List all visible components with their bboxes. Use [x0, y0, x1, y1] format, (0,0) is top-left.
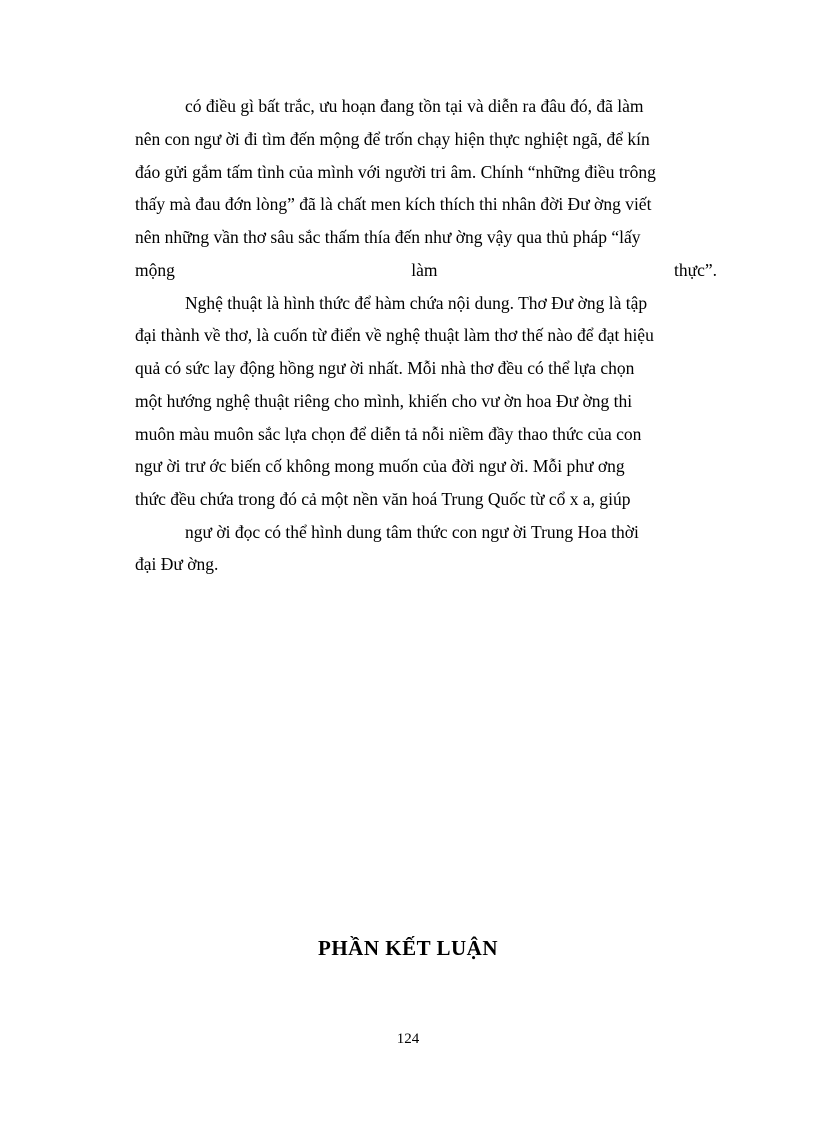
text-line: ngư ời trư ớc biến cố không mong muốn của đời ngư ời. Mỗi phư ơng — [135, 456, 625, 476]
text-line: đáo gửi gắm tấm tình của mình với người tri âm. Chính “những điều trông — [135, 162, 656, 182]
text-line: thấy mà đau đớn lòng” đã là chất men kích thích thi nhân đời Đư ờng viết — [135, 194, 652, 214]
text-line: nên con ngư ời đi tìm đến mộng để trốn chạy hiện thực nghiệt ngã, để kín — [135, 129, 650, 149]
text-line: đại thành về thơ, là cuốn từ điển về nghệ thuật làm thơ thế nào để đạt hiệu — [135, 325, 654, 345]
section-heading: PHẦN KẾT LUẬN — [318, 936, 498, 960]
text-line: có điều gì bất trắc, ưu hoạn đang tồn tại và diễn ra đâu đó, đã làm — [185, 96, 644, 116]
word: làm — [411, 260, 438, 280]
text-line-spread — [135, 260, 717, 280]
text-line: ngư ời đọc có thể hình dung tâm thức con ngư ời Trung Hoa thời — [185, 522, 639, 542]
text-line: một hướng nghệ thuật riêng cho mình, khiến cho vư ờn hoa Đư ờng thi — [135, 391, 633, 411]
text-line: Nghệ thuật là hình thức để hàm chứa nội dung. Thơ Đư ờng là tập — [185, 293, 648, 313]
page-number: 124 — [396, 1031, 420, 1047]
word: mộng — [135, 260, 175, 280]
text-line: đại Đư ờng. — [135, 554, 219, 574]
text-line: thức đều chứa trong đó cả một nền văn hoá Trung Quốc từ cổ x a, giúp — [135, 489, 631, 509]
word: thực”. — [673, 260, 717, 280]
text-line: muôn màu muôn sắc lựa chọn để diễn tả nỗi niềm đầy thao thức của con — [135, 424, 642, 444]
text-line: nên những vần thơ sâu sắc thấm thía đến như ờng vậy qua thủ pháp “lấy — [135, 227, 641, 247]
text-line: quả có sức lay động hồng ngư ời nhất. Mỗi nhà thơ đều có thể lựa chọn — [135, 358, 635, 378]
